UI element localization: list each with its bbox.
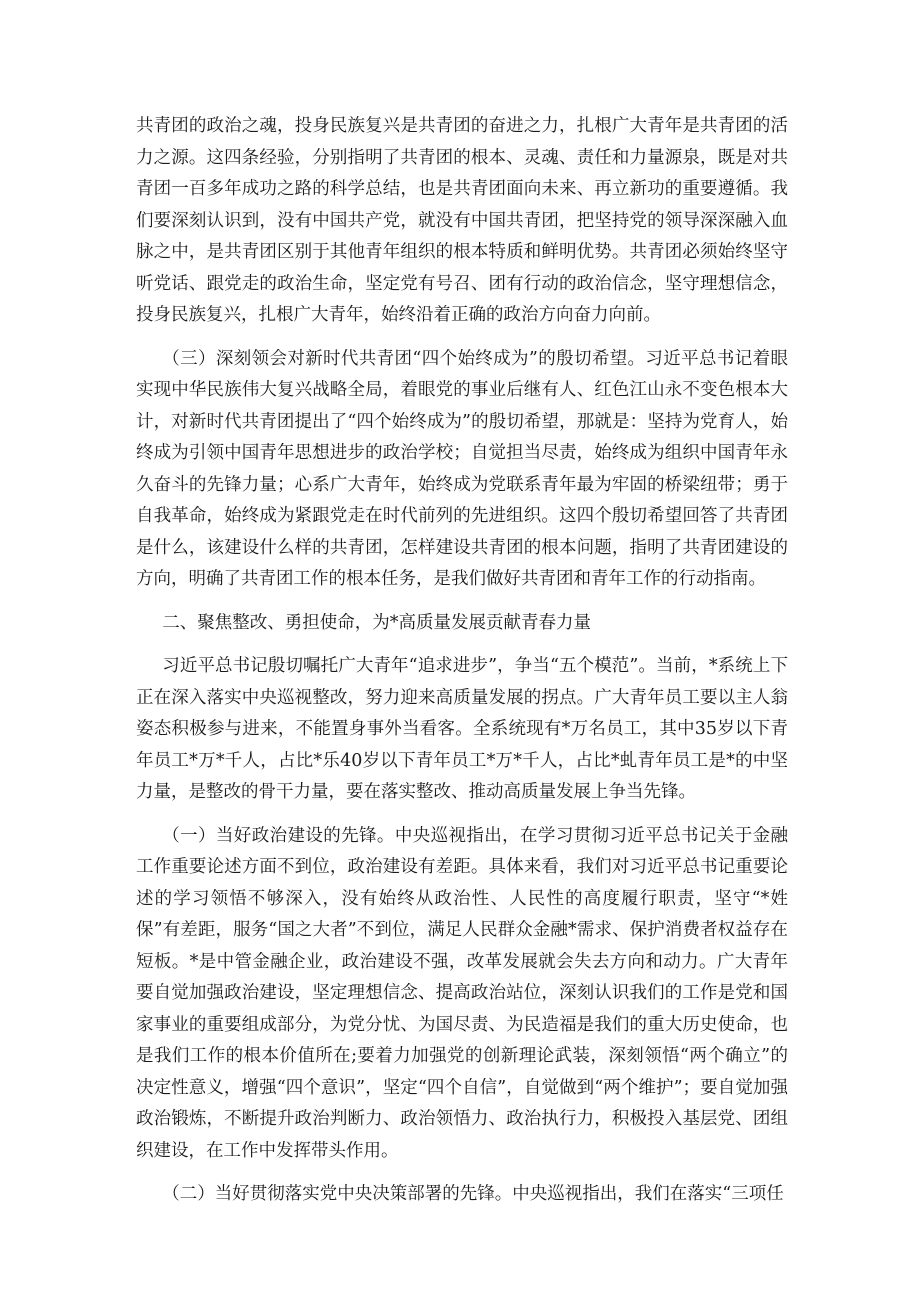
paragraph-continuation: 共青团的政治之魂，投身民族复兴是共青团的奋进之力，扎根广大青年是共青团的活力之源。这四条经验，分别指明了共青团的根本、灵魂、责任和力量源泉，既是对共青团一百多年成功之路的科学总结，也是共青团面向未来、再立新功的重要遵循。我们要深刻认识到，没有中国共产党，就没有中国共青团，把坚持党的领导深深融入血脉之中，是共青团区别于其他青年组织的根本特质和鲜明优势。共青团必须始终坚守听党话、跟党走的政治生命，坚定党有号召、团有行动的政治信念，坚守理想信念，投身民族复兴，扎根广大青年，始终沿着正确的政治方向奋力向前。 xyxy=(136,116,788,325)
paragraph-subsection-two: （二）当好贯彻落实党中央决策部署的先锋。中央巡视指出，我们在落实“三项任 xyxy=(162,1184,784,1204)
section-heading-two: 二、聚焦整改、勇担使命，为*高质量发展贡献青春力量 xyxy=(162,612,591,633)
paragraph-intro: 习近平总书记殷切嘱托广大青年“追求进步”，争当“五个模范”。当前，*系统上下正在深入落实中央巡视整改，努力迎来高质量发展的拐点。广大青年员工要以主人翁姿态积极参与进来，不能置身事外当看客。全系统现有*万名员工，其中35岁以下青年员工*万*千人，占比*乐40岁以下青年员工*万*千人，占比*虬青年员工是*的中坚力量，是整改的骨干力量，要在落实整改、推动高质量发展上争当先锋。 xyxy=(136,656,788,802)
paragraph-subsection-one: （一）当好政治建设的先锋。中央巡视指出，在学习贯彻习近平总书记关于金融工作重要论述方面不到位，政治建设有差距。具体来看，我们对习近平总书记重要论述的学习领悟不够深入，没有始终从政治性、人民性的高度履行职责，坚守“*姓保”有差距，服务“国之大者”不到位，满足人民群众金融*需求、保护消费者权益存在短板。*是中管金融企业，政治建设不强，改革发展就会失去方向和动力。广大青年要自觉加强政治建设，坚定理想信念、提高政治站位，深刻认识我们的工作是党和国家事业的重要组成部分，为党分忧、为国尽责、为民造福是我们的重大历史使命，也是我们工作的根本价值所在;要着力加强党的创新理论武装，深刻领悟“两个确立”的决定性意义，增强“四个意识”，坚定“四个自信”，自觉做到“两个维护”；要自觉加强政治锻炼，不断提升政治判断力、政治领悟力、政治执行力，积极投入基层党、团组织建设，在工作中发挥带头作用。 xyxy=(136,825,788,1161)
document-body xyxy=(136,111,788,1223)
paragraph-section-three: （三）深刻领会对新时代共青团“四个始终成为”的殷切希望。习近平总书记着眼实现中华民族伟大复兴战略全局，着眼党的事业后继有人、红色江山永不变色根本大计，对新时代共青团提出了“四个始终成为”的殷切希望，那就是：坚持为党育人，始终成为引领中国青年思想进步的政治学校；自觉担当尽责，始终成为组织中国青年永久奋斗的先锋力量；心系广大青年，始终成为党联系青年最为牢固的桥梁纽带；勇于自我革命，始终成为紧跟党走在时代前列的先进组织。这四个殷切希望回答了共青团是什么，该建设什么样的共青团，怎样建设共青团的根本问题，指明了共青团建设的方向，明确了共青团工作的根本任务，是我们做好共青团和青年工作的行动指南。 xyxy=(136,348,788,589)
